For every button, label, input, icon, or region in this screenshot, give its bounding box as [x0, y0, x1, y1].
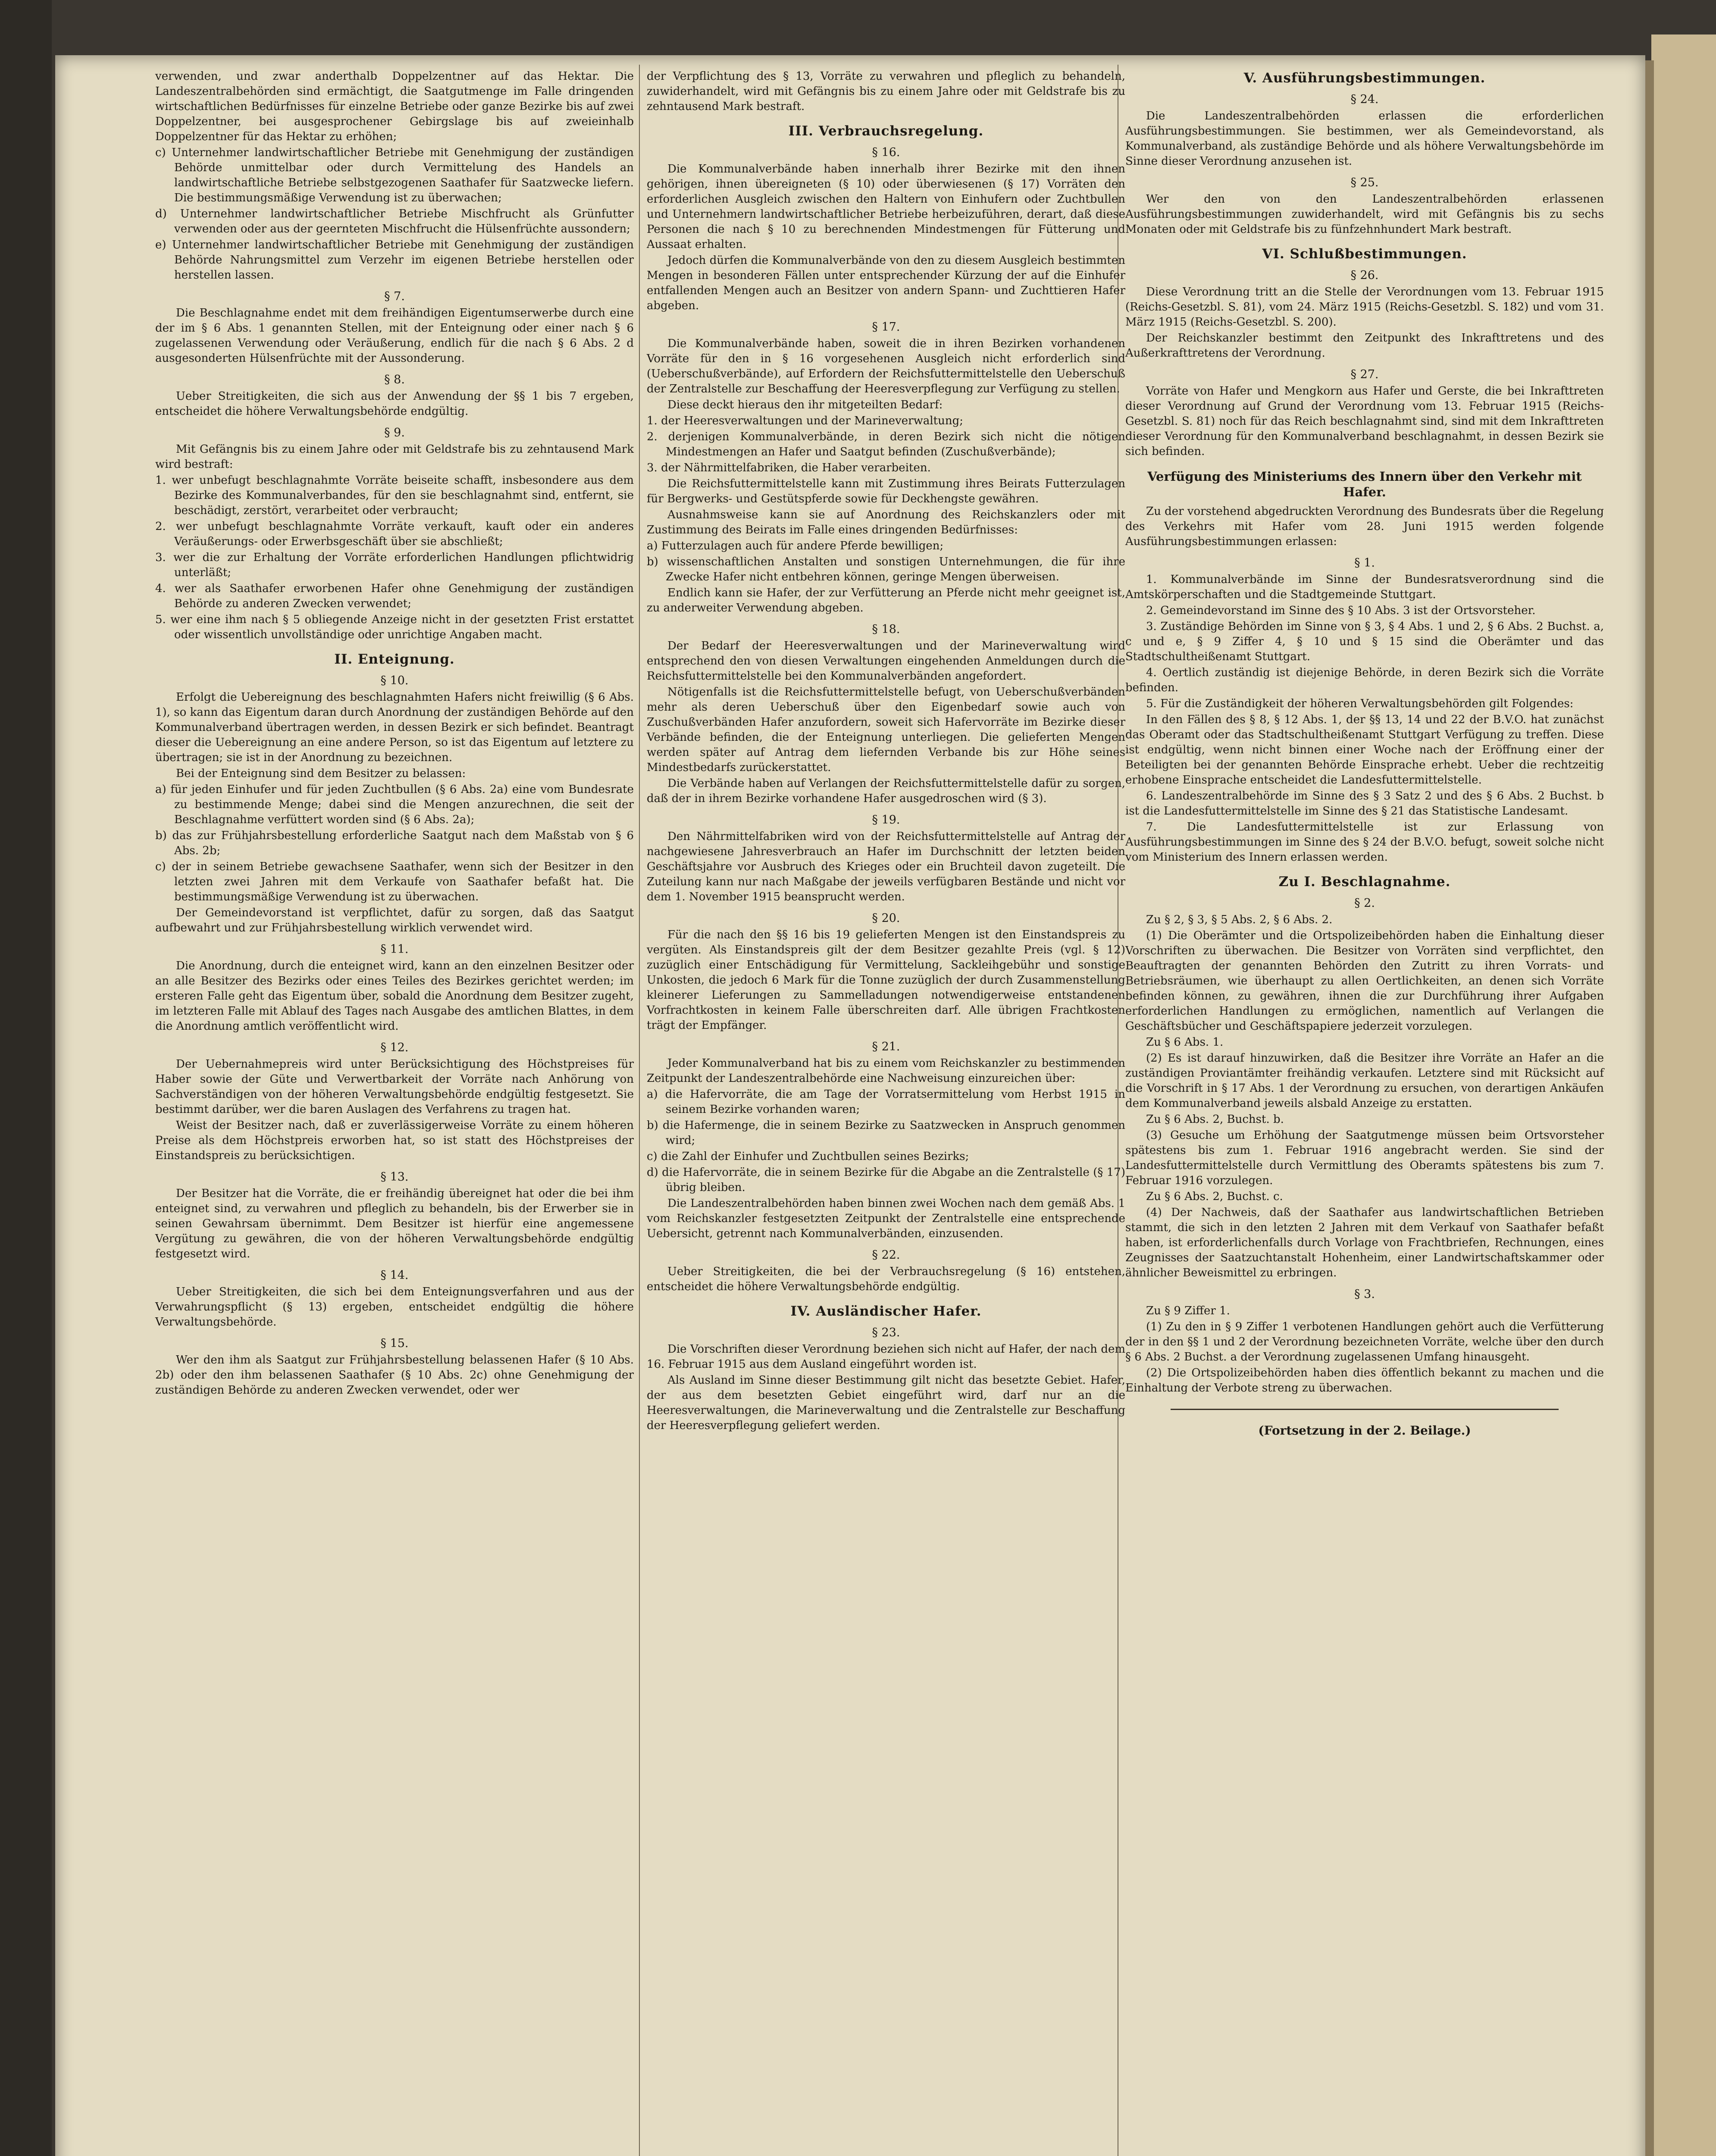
section-number: § 12.	[380, 1041, 409, 1054]
section-number: § 20.	[872, 912, 900, 925]
section-number: § 16.	[872, 146, 900, 159]
paragraph: Den Nährmittelfabriken wird von der Reichsfuttermittelstelle auf Antrag der nachgewiesene Jahresverbrauch an Hafer im Durchschnitt der letzten beiden Geschäftsjahre vor Ausbruch des Krieges oder ein Bruchteil davon zugeteilt. Die Zuteilung kann nur nach Maßgabe der jeweils verfügbaren Bestände und nicht vor dem 1. November 1915 beansprucht werden.	[647, 830, 1125, 903]
section-heading: Zu I. Beschlagnahme.	[1278, 874, 1451, 890]
section-heading: VI. Schlußbestimmungen.	[1262, 246, 1467, 262]
paragraph: Die Anordnung, durch die enteignet wird, kann an den einzelnen Besitzer oder an alle Besitzer des Bezirks oder eines Teiles des Bezirkes gerichtet werden; im ersteren Falle geht das Eigentum über, sobald die Anordnung dem Besitzer zugeht, im letzteren Falle mit Ablauf des Tages nach Ausgabe des amtlichen Blattes, in dem die Anordnung amtlich veröffentlicht wird.	[155, 959, 634, 1033]
paragraph: Die Kommunalverbände haben, soweit die in ihren Bezirken vorhandenen Vorräte für den in § 16 vorgesehenen Ausgleich nicht erforderlich sind (Ueberschußverbände), auf Erfordern der Reichsfuttermittelstelle den Ueberschuß der Zentralstelle zur Beschaffung der Heeresverpflegung zur Verfügung zu stellen.	[647, 337, 1125, 395]
section-number: § 17.	[872, 320, 900, 334]
paragraph: Jeder Kommunalverband hat bis zu einem vom Reichskanzler zu bestimmenden Zeitpunkt der Landeszentralbehörde eine Nachweisung einzureichen über:	[647, 1057, 1125, 1085]
list-item: d) die Hafervorräte, die in seinem Bezirke für die Abgabe an die Zentralstelle (§ 17) übrig bleiben.	[647, 1166, 1125, 1194]
list-item: c) die Zahl der Einhufer und Zuchtbullen seines Bezirks;	[647, 1150, 969, 1163]
paragraph: Der Bedarf der Heeresverwaltungen und der Marineverwaltung wird entsprechend den von diesen Verwaltungen eingehenden Anmeldungen durch die Reichsfuttermittelstelle bei den Kommunalverbänden angefordert.	[647, 639, 1125, 683]
list-item: 2. wer unbefugt beschlagnahmte Vorräte verkauft, kauft oder ein anderes Veräußerungs- oder Erwerbsgeschäft über sie abschließt;	[155, 520, 634, 548]
paragraph: Die Reichsfuttermittelstelle kann mit Zustimmung ihres Beirats Futterzulagen für Bergwerks- und Gestütspferde sowie für Deckhengste gewähren.	[647, 477, 1125, 505]
section-number: § 27.	[1350, 368, 1379, 381]
section-number: § 25.	[1350, 176, 1379, 189]
paragraph: Ueber Streitigkeiten, die sich aus der Anwendung der §§ 1 bis 7 ergeben, entscheidet die höhere Verwaltungsbehörde endgültig.	[155, 390, 634, 418]
paragraph: Der Reichskanzler bestimmt den Zeitpunkt des Inkrafttretens und des Außerkrafttretens der Verordnung.	[1125, 332, 1604, 360]
list-item: b) wissenschaftlichen Anstalten und sonstigen Unternehmungen, die für ihre Zwecke Hafer nicht entbehren können, geringe Mengen überweisen.	[647, 555, 1125, 583]
list-item: 2. derjenigen Kommunalverbände, in deren Bezirk sich nicht die nötigen Mindestmengen an Hafer und Saatgut befinden (Zuschußverbände);	[647, 430, 1125, 458]
continuation-note: (Fortsetzung in der 2. Beilage.)	[1258, 1423, 1471, 1438]
section-heading: IV. Ausländischer Hafer.	[790, 1304, 982, 1319]
list-item: 5. wer eine ihm nach § 5 obliegende Anzeige nicht in der gesetzten Frist erstattet oder wissentlich unvollständige oder unrichtige Angaben macht.	[155, 613, 634, 641]
section-number: § 7.	[384, 290, 405, 303]
paragraph: Erfolgt die Uebereignung des beschlagnahmten Hafers nicht freiwillig (§ 6 Abs. 1), so kann das Eigentum daran durch Anordnung der zuständigen Behörde auf den Kommunalverband übertragen werden, in dessen Bezirk er sich befindet. Beantragt dieser die Uebereignung an eine andere Person, so ist das Eigentum auf letztere zu übertragen; sie ist in der Anordnung zu bezeichnen.	[155, 691, 634, 764]
end-rule	[1171, 1409, 1559, 1410]
list-item: b) die Hafermenge, die in seinem Bezirke zu Saatzwecken in Anspruch genommen wird;	[647, 1119, 1125, 1147]
section-number: § 15.	[380, 1337, 409, 1350]
paragraph: Die Verbände haben auf Verlangen der Reichsfuttermittelstelle dafür zu sorgen, daß der in ihrem Bezirke vorhandene Hafer ausgedroschen wird (§ 3).	[647, 777, 1125, 805]
paragraph: Ueber Streitigkeiten, die bei der Verbrauchsregelung (§ 16) entstehen, entscheidet die höhere Verwaltungsbehörde endgültig.	[647, 1265, 1125, 1293]
section-number: § 11.	[380, 943, 409, 956]
section-number: § 8.	[384, 373, 405, 386]
paragraph: Wer den ihm als Saatgut zur Frühjahrsbestellung belassenen Hafer (§ 10 Abs. 2b) oder den ihm belassenen Saathafer (§ 10 Abs. 2c) ohne Genehmigung der zuständigen Behörde zu anderen Zwecken verwendet, oder wer	[155, 1354, 634, 1397]
section-number: § 9.	[384, 426, 405, 439]
paragraph: (3) Gesuche um Erhöhung der Saatgutmenge müssen beim Ortsvorsteher spätestens bis zum 1. Februar 1916 angebracht werden. Sie sind der Landesfuttermittelstelle durch Vermittlung des Oberamts spätestens bis zum 7. Februar 1916 vorzulegen.	[1125, 1129, 1604, 1187]
section-number: § 23.	[872, 1326, 900, 1339]
paragraph: Die Beschlagnahme endet mit dem freihändigen Eigentumserwerbe durch eine der im § 6 Abs. 1 genannten Stellen, mit der Enteignung oder einer nach § 6 zugelassenen Verwendung oder Veräußerung, endlich für die nach § 6 Abs. 2 d ausgesonderten Hülsenfrüchte mit der Aussonderung.	[155, 307, 634, 365]
paragraph: Der Uebernahmepreis wird unter Berücksichtigung des Höchstpreises für Haber sowie der Güte und Verwertbarkeit der Vorräte nach Anhörung von Sachverständigen von der höheren Verwaltungsbehörde endgültig festgesetzt. Sie bestimmt darüber, wer die baren Auslagen des Verfahrens zu tragen hat.	[155, 1058, 634, 1116]
list-item: 1. wer unbefugt beschlagnahmte Vorräte beiseite schafft, insbesondere aus dem Bezirke des Kommunalverbandes, für den sie beschlagnahmt sind, entfernt, sie beschädigt, zerstört, verarbeitet oder verbraucht;	[155, 474, 634, 517]
paragraph: Zu § 2, § 3, § 5 Abs. 2, § 6 Abs. 2.	[1146, 913, 1333, 926]
list-item: c) der in seinem Betriebe gewachsene Saathafer, wenn sich der Besitzer in den letzten zwei Jahren mit dem Verkaufe von Saathafer befaßt hat. Die bestimmungsmäßige Verwendung ist zu überwachen.	[155, 860, 634, 903]
list-item: d) Unternehmer landwirtschaftlicher Betriebe Mischfrucht als Grünfutter verwenden oder aus der geernteten Mischfrucht die Hülsenfrüchte aussondern;	[155, 207, 634, 235]
section-heading: V. Ausführungsbestimmungen.	[1243, 70, 1486, 86]
paragraph: verwenden, und zwar anderthalb Doppelzentner auf das Hektar. Die Landeszentralbehörden sind ermächtigt, die Saatgutmenge im Falle dringenden wirtschaftlichen Bedürfnisses für einzelne Betriebe oder ganze Bezirke bis auf zwei Doppelzentner, bei ausgesprochener Gebirgslage bis auf zweieinhalb Doppelzentner für das Hektar zu erhöhen;	[155, 70, 634, 143]
paragraph: Bei der Enteignung sind dem Besitzer zu belassen:	[176, 767, 466, 780]
paragraph: Vorräte von Hafer und Mengkorn aus Hafer und Gerste, die bei Inkrafttreten dieser Verordnung auf Grund der Verordnung vom 13. Februar 1915 (Reichs-Gesetzbl. S. 81) noch für das Reich beschlagnahmt sind, sind mit dem Inkrafttreten dieser Verordnung für den Kommunalverband beschlagnahmt, in dessen Bezirk sie sich befinden.	[1125, 385, 1604, 458]
paragraph: Wer den von den Landeszentralbehörden erlassenen Ausführungsbestimmungen zuwiderhandelt, wird mit Gefängnis bis zu sechs Monaten oder mit Geldstrafe bis zu fünfzehnhundert Mark bestraft.	[1125, 193, 1604, 236]
paragraph: 4. Oertlich zuständig ist diejenige Behörde, in deren Bezirk sich die Vorräte befinden.	[1125, 666, 1604, 694]
page-edge	[1645, 60, 1654, 2156]
paragraph: Jedoch dürfen die Kommunalverbände von den zu diesem Ausgleich bestimmten Mengen in besonderen Fällen unter entsprechender Kürzung der auf die Einhufer entfallenden Mengen auch an Besitzer von andern Spann- und Zuchttieren Hafer abgeben.	[647, 254, 1125, 312]
list-item: 1. der Heeresverwaltungen und der Marineverwaltung;	[647, 414, 963, 427]
paragraph: Für die nach den §§ 16 bis 19 gelieferten Mengen ist den Einstandspreis zu vergüten. Als Einstandspreis gilt der dem Besitzer gezahlte Preis (vgl. § 12) zuzüglich einer Entschädigung für Vermittelung, Sackleihgebühr und sonstige Unkosten, die jedoch 6 Mark für die Tonne zuzüglich der durch Zusammenstellung kleinerer Lieferungen zu Sammelladungen notwendigerweise entstandenen Vorfrachtkosten in keinem Falle überschreiten darf. Alle übrigen Frachtkosten trägt der Empfänger.	[647, 928, 1125, 1032]
section-heading: III. Verbrauchsregelung.	[788, 123, 984, 139]
paragraph: Als Ausland im Sinne dieser Bestimmung gilt nicht das besetzte Gebiet. Hafer, der aus dem besetzten Gebiet eingeführt wird, darf nur an die Heeresverwaltungen, die Marineverwaltung und die Zentralstelle zur Beschaffung der Heeresverpflegung geliefert werden.	[647, 1374, 1125, 1432]
paragraph: Endlich kann sie Hafer, der zur Verfütterung an Pferde nicht mehr geeignet ist, zu anderweiter Verwendung abgeben.	[647, 586, 1125, 614]
list-item: b) das zur Frühjahrsbestellung erforderliche Saatgut nach dem Maßstab von § 6 Abs. 2b;	[155, 829, 634, 857]
paragraph: (2) Die Ortspolizeibehörden haben dies öffentlich bekannt zu machen und die Einhaltung der Verbote streng zu überwachen.	[1125, 1366, 1604, 1395]
paragraph: Die Kommunalverbände haben innerhalb ihrer Bezirke mit den ihnen gehörigen, ihnen übereigneten (§ 10) oder überwiesenen (§ 17) Vorräten den erforderlichen Ausgleich zwischen den Haltern von Einhufern oder Zuchtbullen und Unternehmern landwirtschaftlicher Betriebe herbeizuführen, derart, daß diese Personen die nach § 10 zu berechnenden Mindestmengen für Fütterung und Aussaat erhalten.	[647, 163, 1125, 251]
list-item: a) die Hafervorräte, die am Tage der Vorratsermittelung vom Herbst 1915 in seinem Bezirke vorhanden waren;	[647, 1088, 1125, 1116]
list-item: e) Unternehmer landwirtschaftlicher Betriebe mit Genehmigung der zuständigen Behörde Nahrungsmittel zum Verzehr im eigenen Betriebe herstellen oder herstellen lassen.	[155, 238, 634, 282]
paragraph: 7. Die Landesfuttermittelstelle ist zur Erlassung von Ausführungsbestimmungen im Sinne des § 24 der B.V.O. befugt, soweit solche nicht vom Ministerium des Innern erlassen werden.	[1125, 821, 1604, 864]
paragraph: Zu § 6 Abs. 1.	[1146, 1036, 1224, 1049]
paragraph: Die Landeszentralbehörden erlassen die erforderlichen Ausführungsbestimmungen. Sie bestimmen, wer als Gemeindevorstand, als Kommunalverband, als zuständige Behörde und als höhere Verwaltungsbehörde im Sinne dieser Verordnung anzusehen ist.	[1125, 110, 1604, 168]
list-item: a) Futterzulagen auch für andere Pferde bewilligen;	[647, 539, 944, 552]
paragraph: Diese deckt hieraus den ihr mitgeteilten Bedarf:	[667, 398, 943, 411]
paragraph: Die Vorschriften dieser Verordnung beziehen sich nicht auf Hafer, der nach dem 16. Februar 1915 aus dem Ausland eingeführt worden ist.	[647, 1343, 1125, 1371]
paragraph: In den Fällen des § 8, § 12 Abs. 1, der §§ 13, 14 und 22 der B.V.O. hat zunächst das Oberamt oder das Stadtschultheißenamt Stuttgart Verfügung zu treffen. Diese ist endgültig, wenn nicht binnen einer Woche nach der Eröffnung einer der Beteiligten bei der genannten Behörde Einsprache erhebt. Ueber die rechtzeitig erhobene Einsprache entscheidet die Landesfuttermittelstelle.	[1125, 713, 1604, 787]
section-number: § 3.	[1354, 1288, 1375, 1301]
paragraph: 2. Gemeindevorstand im Sinne des § 10 Abs. 3 ist der Ortsvorsteher.	[1146, 604, 1536, 617]
section-number: § 24.	[1350, 93, 1379, 106]
list-item: 3. wer die zur Erhaltung der Vorräte erforderlichen Handlungen pflichtwidrig unterläßt;	[155, 551, 634, 579]
scan-background	[0, 0, 52, 2156]
paragraph: Der Besitzer hat die Vorräte, die er freihändig übereignet hat oder die bei ihm enteignet sind, zu verwahren und pfleglich zu behandeln, bis der Erwerber sie in seinen Gewahrsam übernimmt. Dem Besitzer ist hierfür eine angemessene Vergütung zu gewähren, die von der höheren Verwaltungsbehörde endgültig festgesetzt wird.	[155, 1187, 634, 1260]
column-3	[1125, 69, 1604, 1438]
paragraph: 6. Landeszentralbehörde im Sinne des § 3 Satz 2 und des § 6 Abs. 2 Buchst. b ist die Landesfuttermittelstelle im Sinne des § 21 das Statistische Landesamt.	[1125, 790, 1604, 818]
paragraph: der Verpflichtung des § 13, Vorräte zu verwahren und pfleglich zu behandeln, zuwiderhandelt, wird mit Gefängnis bis zu einem Jahre oder mit Geldstrafe bis zu zehntausend Mark bestraft.	[647, 70, 1125, 113]
section-number: § 13.	[380, 1170, 409, 1184]
paragraph: 5. Für die Zuständigkeit der höheren Verwaltungsbehörden gilt Folgendes:	[1146, 697, 1574, 710]
paragraph: Weist der Besitzer nach, daß er zuverlässigerweise Vorräte zu einem höheren Preise als dem Höchstpreis erworben hat, so ist statt des Höchstpreises der Einstandspreis zu berücksichtigen.	[155, 1119, 634, 1162]
section-number: § 22.	[872, 1248, 900, 1262]
paragraph: Ueber Streitigkeiten, die sich bei dem Enteignungsverfahren und aus der Verwahrungspflicht (§ 13) ergeben, entscheidet endgültig die höhere Verwaltungsbehörde.	[155, 1285, 634, 1329]
section-number: § 10.	[380, 674, 409, 687]
paragraph: (4) Der Nachweis, daß der Saathafer aus landwirtschaftlichen Betrieben stammt, die sich in den letzten 2 Jahren mit dem Verkauf von Saathafer befaßt haben, ist erforderlichenfalls durch Vorlage von Frachtbriefen, Rechnungen, eines Zeugnisses der Saatzuchtanstalt Hohenheim, einer Landwirtschaftskammer oder ähnlicher Beweismittel zu erbringen.	[1125, 1206, 1604, 1279]
column-2	[647, 69, 1125, 1434]
paragraph: Nötigenfalls ist die Reichsfuttermittelstelle befugt, von Ueberschußverbänden mehr als deren Ueberschuß über den Eigenbedarf sowie auch von Zuschußverbänden Hafer anzufordern, soweit sich Hafervorräte im Bezirke dieser Verbände befinden, die der Enteignung unterliegen. Die gelieferten Mengen werden später auf Antrag dem liefernden Verbande bis zur Höhe seines Mindestbedarfs zurückerstattet.	[647, 686, 1125, 774]
paragraph: Der Gemeindevorstand ist verpflichtet, dafür zu sorgen, daß das Saatgut aufbewahrt und zur Frühjahrsbestellung wirklich verwendet wird.	[155, 906, 634, 934]
section-number: § 1.	[1354, 556, 1375, 570]
list-item: 4. wer als Saathafer erworbenen Hafer ohne Genehmigung der zuständigen Behörde zu anderen Zwecken verwendet;	[155, 582, 634, 610]
section-number: § 19.	[872, 813, 900, 827]
paragraph: Ausnahmsweise kann sie auf Anordnung des Reichskanzlers oder mit Zustimmung des Beirats im Falle eines dringenden Bedürfnisses:	[647, 508, 1125, 536]
paragraph: Zu § 9 Ziffer 1.	[1146, 1304, 1230, 1317]
list-item: 3. der Nährmittelfabriken, die Haber verarbeiten.	[647, 461, 931, 474]
list-item: c) Unternehmer landwirtschaftlicher Betriebe mit Genehmigung der zuständigen Behörde unmittelbar oder durch Vermittelung des Handels an landwirtschaftliche Betriebe selbstgezogenen Saathafer für Saatzwecke liefern. Die bestimmungsmäßige Verwendung ist zu überwachen;	[155, 146, 634, 204]
section-number: § 2.	[1354, 896, 1375, 910]
section-number: § 14.	[380, 1269, 409, 1282]
section-number: § 21.	[872, 1040, 900, 1053]
adjacent-page	[1651, 34, 1716, 2156]
paragraph: Zu § 6 Abs. 2, Buchst. c.	[1146, 1190, 1283, 1203]
section-number: § 18.	[872, 623, 900, 636]
paragraph: 3. Zuständige Behörden im Sinne von § 3, § 4 Abs. 1 und 2, § 6 Abs. 2 Buchst. a, c und e, § 9 Ziffer 4, § 10 und § 15 sind die Oberämter und das Stadtschultheißenamt Stuttgart.	[1125, 620, 1604, 663]
paragraph: Zu der vorstehend abgedruckten Verordnung des Bundesrats über die Regelung des Verkehrs mit Hafer vom 28. Juni 1915 werden folgende Ausführungsbestimmungen erlassen:	[1125, 505, 1604, 548]
paragraph: (2) Es ist darauf hinzuwirken, daß die Besitzer ihre Vorräte an Hafer an die zuständigen Proviantämter freihändig verkaufen. Letztere sind mit Rücksicht auf die Vorschrift in § 17 Abs. 1 der Verordnung zu ersuchen, von derartigen Ankäufen dem Kommunalverband jeweils alsbald Anzeige zu erstatten.	[1125, 1052, 1604, 1110]
decree-heading: Verfügung des Ministeriums des Innern über den Verkehr mit Hafer.	[1147, 469, 1582, 499]
column-rule	[639, 65, 640, 2156]
paragraph: Mit Gefängnis bis zu einem Jahre oder mit Geldstrafe bis zu zehntausend Mark wird bestraft:	[155, 443, 634, 471]
paragraph: 1. Kommunalverbände im Sinne der Bundesratsverordnung sind die Amtskörperschaften und die Stadtgemeinde Stuttgart.	[1125, 573, 1604, 601]
paragraph: (1) Die Oberämter und die Ortspolizeibehörden haben die Einhaltung dieser Vorschriften zu überwachen. Die Besitzer von Vorräten sind verpflichtet, den Beauftragten der genannten Behörden den Zutritt zu ihren Vorrats- und Betriebsräumen, wie überhaupt zu allen Oertlichkeiten, an denen sich Vorräte befinden können, zu gewähren, ihnen die zur Durchführung ihrer Aufgaben erforderlichen Handlungen zu ermöglichen, namentlich auf Verlangen die Geschäftsbücher und Geschäftspapiere jederzeit vorzulegen.	[1125, 929, 1604, 1033]
section-number: § 26.	[1350, 269, 1379, 282]
section-heading: II. Enteignung.	[334, 652, 455, 667]
column-1	[155, 69, 634, 1399]
paragraph: (1) Zu den in § 9 Ziffer 1 verbotenen Handlungen gehört auch die Verfütterung der in den §§ 1 und 2 der Verordnung bezeichneten Vorräte, welche über den durch § 6 Abs. 2 Buchst. a der Verordnung zugelassenen Umfang hinausgeht.	[1125, 1320, 1604, 1363]
paragraph: Zu § 6 Abs. 2, Buchst. b.	[1146, 1113, 1284, 1126]
list-item: a) für jeden Einhufer und für jeden Zuchtbullen (§ 6 Abs. 2a) eine vom Bundesrate zu bestimmende Menge; dabei sind die Mengen anzurechnen, die seit der Beschlagnahme verfüttert worden sind (§ 6 Abs. 2a);	[155, 783, 634, 826]
paragraph: Die Landeszentralbehörden haben binnen zwei Wochen nach dem gemäß Abs. 1 vom Reichskanzler festgesetzten Zeitpunkt der Zentralstelle eine entsprechende Uebersicht, getrennt nach Kommunalverbänden, einzusenden.	[647, 1197, 1125, 1240]
paragraph: Diese Verordnung tritt an die Stelle der Verordnungen vom 13. Februar 1915 (Reichs-Gesetzbl. S. 81), vom 24. März 1915 (Reichs-Gesetzbl. S. 182) und vom 31. März 1915 (Reichs-Gesetzbl. S. 200).	[1125, 285, 1604, 329]
